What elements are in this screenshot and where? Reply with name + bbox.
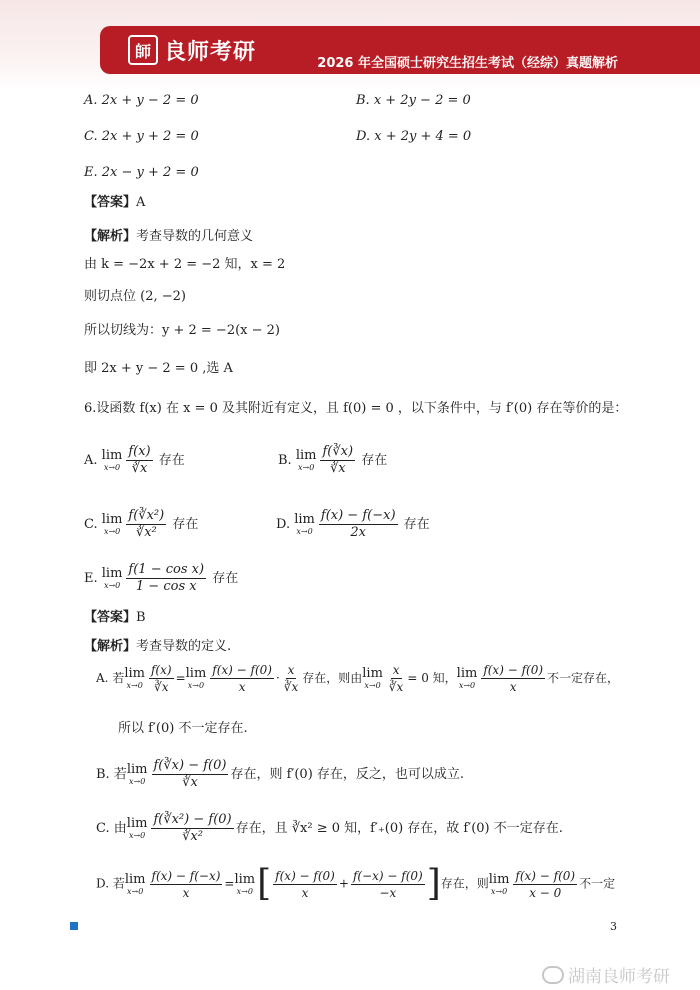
answer-label: 【答案】 <box>84 195 137 210</box>
lim-word: lim <box>488 871 510 887</box>
fraction-den: ∛x <box>283 680 299 694</box>
fraction-den: x <box>509 680 517 694</box>
lim-sub: x→0 <box>298 463 315 472</box>
q5-option-a: A. 2x + y − 2 = 0 <box>84 93 199 108</box>
analysis-line: 考查导数的几何意义 <box>136 229 254 244</box>
lim-word: lim <box>126 816 148 831</box>
analysis-line: 则切点位 (2, −2) <box>84 289 186 304</box>
answer-value: B <box>136 610 146 625</box>
fraction-den: 2x <box>350 525 366 540</box>
q6-answer <box>84 609 146 627</box>
fraction-num: f(1 − cos x) <box>128 562 205 577</box>
q5-option-d: D. x + 2y + 4 = 0 <box>356 129 472 144</box>
text: = 0 知， <box>407 671 457 685</box>
q6-option-e <box>84 562 238 595</box>
footer-square-icon <box>70 922 78 930</box>
page-number: 3 <box>610 920 617 933</box>
option-label: D. <box>96 876 110 891</box>
lim-word: lim <box>362 666 383 681</box>
exist-text: 存在 <box>172 517 199 532</box>
fraction-den: x <box>238 680 246 694</box>
fraction-num: f(∛x) − f(0) <box>153 758 227 773</box>
fraction-num: f(x) <box>150 663 172 677</box>
text: 由 <box>113 821 127 836</box>
q6-option-c <box>84 508 198 541</box>
operator: · <box>275 671 280 685</box>
fraction-den: ∛x <box>182 775 198 790</box>
lim-word: lim <box>124 666 145 681</box>
q6-option-b <box>278 444 387 477</box>
brand-logo <box>128 35 256 65</box>
lim-sub: x→0 <box>127 886 144 896</box>
text: 不一定存在， <box>547 671 620 685</box>
fraction-den: ∛x <box>329 461 346 476</box>
fraction-den: ∛x <box>131 461 148 476</box>
fraction-num: x <box>287 663 295 677</box>
fraction-num: f(∛x) <box>322 444 354 459</box>
watermark-text: 湖南良师考研 <box>568 967 670 987</box>
lim-sub: x→0 <box>126 681 143 690</box>
option-label: D. <box>276 517 291 532</box>
analysis-label: 【解析】 <box>84 229 137 244</box>
text: 不一定 <box>579 876 616 891</box>
logo-text: 良师考研 <box>164 39 257 65</box>
analysis-label: 【解析】 <box>84 639 137 654</box>
lim-word: lim <box>101 566 123 581</box>
operator: + <box>338 876 349 891</box>
q5-answer <box>84 194 145 212</box>
option-label: A. <box>84 453 98 468</box>
fraction-den: ∛x² <box>135 525 157 540</box>
fraction-den: ∛x <box>388 680 404 694</box>
watermark <box>542 962 670 987</box>
operator: = <box>175 671 186 685</box>
lim-sub: x→0 <box>490 886 508 896</box>
text: 若 <box>112 671 125 685</box>
lim-sub: x→0 <box>458 681 476 690</box>
q6-option-d <box>276 508 430 541</box>
analysis-line: 所以切线为：y + 2 = −2(x − 2) <box>84 323 280 338</box>
fraction-den: ∛x <box>154 680 169 694</box>
analysis-line: 即 2x + y − 2 = 0 ,选 A <box>84 361 233 376</box>
q5-option-e: E. 2x − y + 2 = 0 <box>84 165 199 180</box>
lim-sub: x→0 <box>364 681 381 690</box>
lim-sub: x→0 <box>187 681 205 690</box>
lim-sub: x→0 <box>236 886 253 896</box>
text: 若 <box>112 876 125 891</box>
option-label: B. <box>96 767 110 782</box>
q5-option-c: C. 2x + y + 2 = 0 <box>84 129 199 144</box>
lim-sub: x→0 <box>103 527 121 536</box>
right-bracket: ] <box>426 863 441 904</box>
analysis-b <box>96 758 464 791</box>
lim-sub: x→0 <box>128 831 146 840</box>
lim-word: lim <box>124 871 146 887</box>
fraction-num: f(∛x²) <box>128 508 165 523</box>
fraction-den: x <box>182 885 190 900</box>
option-label: C. <box>84 517 98 532</box>
fraction-num: f(x) − f(−x) <box>320 508 396 523</box>
analysis-line: 由 k = −2x + 2 = −2 知，x = 2 <box>84 257 286 272</box>
q5-analysis-title <box>84 228 253 246</box>
fraction-den: ∛x² <box>182 829 203 844</box>
analysis-c <box>96 812 563 845</box>
fraction-num: f(x) − f(0) <box>275 868 335 883</box>
exist-text: 存在 <box>158 453 185 468</box>
fraction-num: f(x) − f(−x) <box>151 868 221 883</box>
fraction-den: −x <box>379 885 397 900</box>
q5-option-b: B. x + 2y − 2 = 0 <box>356 93 471 108</box>
lim-sub: x→0 <box>129 777 146 786</box>
fraction-num: f(x) − f(0) <box>515 868 576 883</box>
lim-word: lim <box>101 512 123 527</box>
text: 若 <box>113 767 127 782</box>
lim-word: lim <box>294 512 315 527</box>
answer-label: 【答案】 <box>84 610 137 625</box>
fraction-den: 1 − cos x <box>135 579 197 594</box>
q6-stem: 6.设函数 f(x) 在 x = 0 及其附近有定义，且 f(0) = 0 ，以下条件中，与 f′(0) 存在等价的是： <box>84 401 628 416</box>
fraction-num: f(−x) − f(0) <box>352 868 423 883</box>
option-label: C. <box>96 821 110 836</box>
analysis-a <box>96 662 619 695</box>
fraction-num: f(x) − f(0) <box>483 663 544 677</box>
fraction-num: f(∛x²) − f(0) <box>153 812 232 827</box>
lim-word: lim <box>234 871 256 887</box>
fraction-den: x − 0 <box>529 885 562 900</box>
analysis-d <box>96 863 616 904</box>
exist-text: 存在 <box>361 453 388 468</box>
q6-analysis-title <box>84 638 231 656</box>
text: 存在，则由 <box>302 671 363 685</box>
weibo-icon <box>542 966 564 984</box>
operator: = <box>224 876 235 891</box>
fraction-num: f(x) − f(0) <box>212 663 272 677</box>
option-label: E. <box>84 571 98 586</box>
lim-word: lim <box>101 448 123 463</box>
lim-word: lim <box>185 666 207 681</box>
lim-word: lim <box>295 448 317 463</box>
lim-word: lim <box>456 666 478 681</box>
lim-sub: x→0 <box>103 581 121 590</box>
fraction-num: x <box>392 663 400 677</box>
exist-text: 存在 <box>403 517 430 532</box>
option-label: B. <box>278 453 292 468</box>
header-title: 2026 年全国硕士研究生招生考试（经综）真题解析 <box>317 56 618 71</box>
q6-option-a <box>84 444 185 477</box>
text: 存在，且 ∛x² ≥ 0 知，f′₊(0) 存在，故 f′(0) 不一定存在. <box>235 821 563 836</box>
text: 存在，则 f′(0) 存在，反之，也可以成立. <box>230 767 465 782</box>
answer-value: A <box>136 195 146 210</box>
option-label: A. <box>96 671 109 685</box>
analysis-a-line2: 所以 f′(0) 不一定存在. <box>118 721 248 736</box>
lim-sub: x→0 <box>296 527 313 536</box>
lim-sub: x→0 <box>103 463 121 472</box>
exist-text: 存在 <box>212 571 239 586</box>
fraction-den: x <box>301 885 309 900</box>
fraction-num: f(x) <box>128 444 151 459</box>
analysis-intro: 考查导数的定义. <box>136 639 232 654</box>
logo-mark-icon: 師 <box>128 35 158 65</box>
lim-word: lim <box>126 762 148 777</box>
left-bracket: [ <box>257 863 272 904</box>
text: 存在，则 <box>440 876 489 891</box>
